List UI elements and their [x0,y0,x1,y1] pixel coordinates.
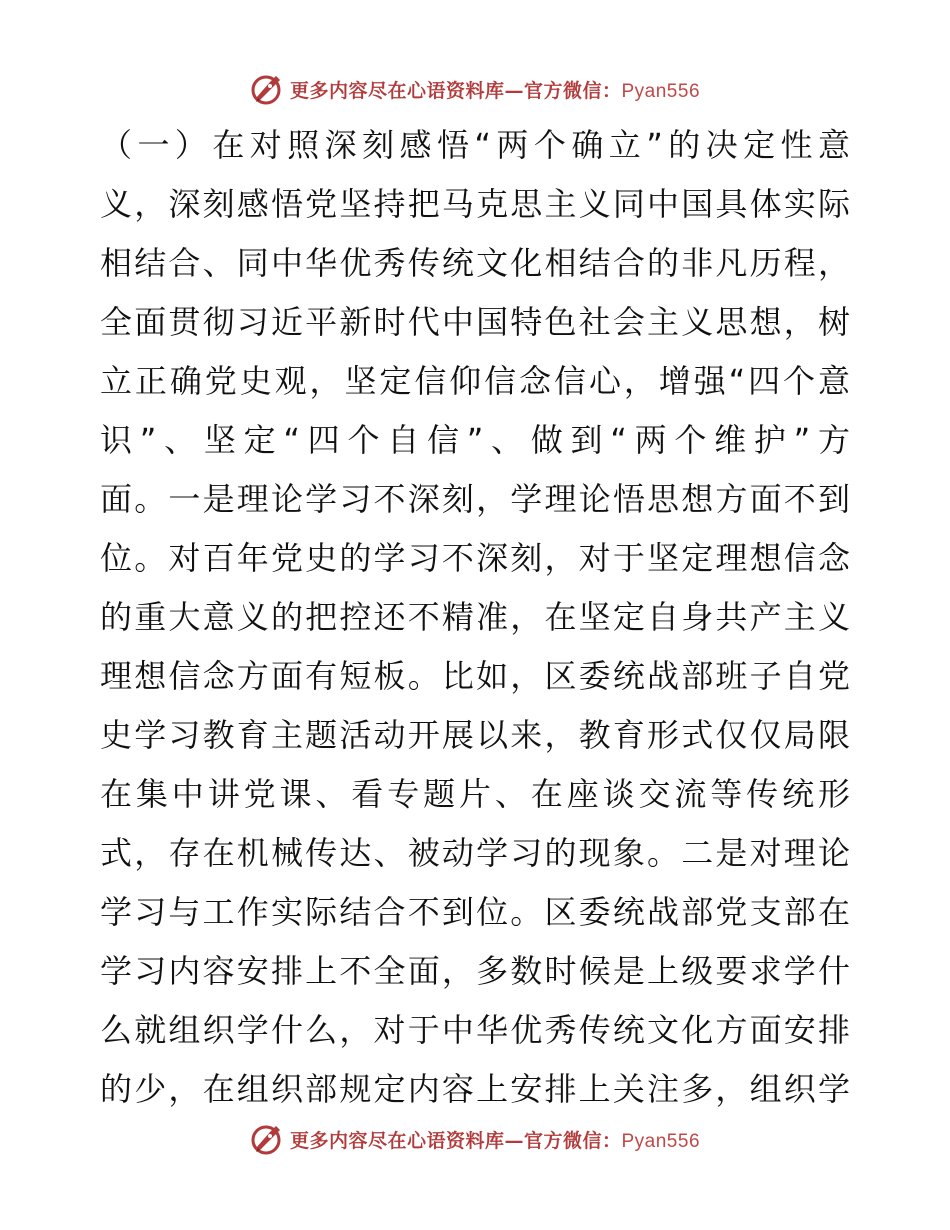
header-banner-text [290,76,700,103]
pen-nib-logo-icon [250,72,286,106]
text-line: 面。一是理论学习不深刻，学理论悟思想方面不到 [100,480,850,518]
text-line: 的少，在组织部规定内容上安排上关注多，组织学 [100,1070,850,1108]
text-line: 式，存在机械传达、被动学习的现象。二是对理论 [100,834,850,872]
text-line: 的重大意义的把控还不精准，在坚定自身共产主义 [100,598,850,636]
text-line: 么就组织学什么，对于中华优秀传统文化方面安排 [100,1011,850,1049]
text-line: 相结合、同中华优秀传统文化相结合的非凡历程， [100,244,850,282]
text-line: 学习与工作实际结合不到位。区委统战部党支部在 [100,893,850,931]
text-line: 史学习教育主题活动开展以来，教育形式仅仅局限 [100,716,850,754]
text-line: 理想信念方面有短板。比如，区委统战部班子自党 [100,657,850,695]
text-line: 识”、坚定“四个自信”、做到“两个维护”方 [100,421,850,459]
header-banner-cn: 更多内容尽在心语资料库—官方微信： [289,79,622,102]
text-line: （一）在对照深刻感悟“两个确立”的决定性意 [100,126,850,164]
footer-wechat-id: Pyan556 [621,1130,701,1152]
footer-banner-cn: 更多内容尽在心语资料库—官方微信： [289,1129,622,1152]
body-paragraph [100,116,850,1119]
header-banner [0,72,950,106]
text-line: 学习内容安排上不全面，多数时候是上级要求学什 [100,952,850,990]
footer-banner [0,1122,950,1156]
text-line: 全面贯彻习近平新时代中国特色社会主义思想，树 [100,303,850,341]
footer-banner-text [290,1126,700,1153]
pen-nib-logo-icon [250,1122,286,1156]
text-line: 在集中讲党课、看专题片、在座谈交流等传统形 [100,775,850,813]
text-line: 义，深刻感悟党坚持把马克思主义同中国具体实际 [100,185,850,223]
text-line: 立正确党史观，坚定信仰信念信心，增强“四个意 [100,362,850,400]
header-wechat-id: Pyan556 [621,80,701,102]
text-line: 位。对百年党史的学习不深刻，对于坚定理想信念 [100,539,850,577]
